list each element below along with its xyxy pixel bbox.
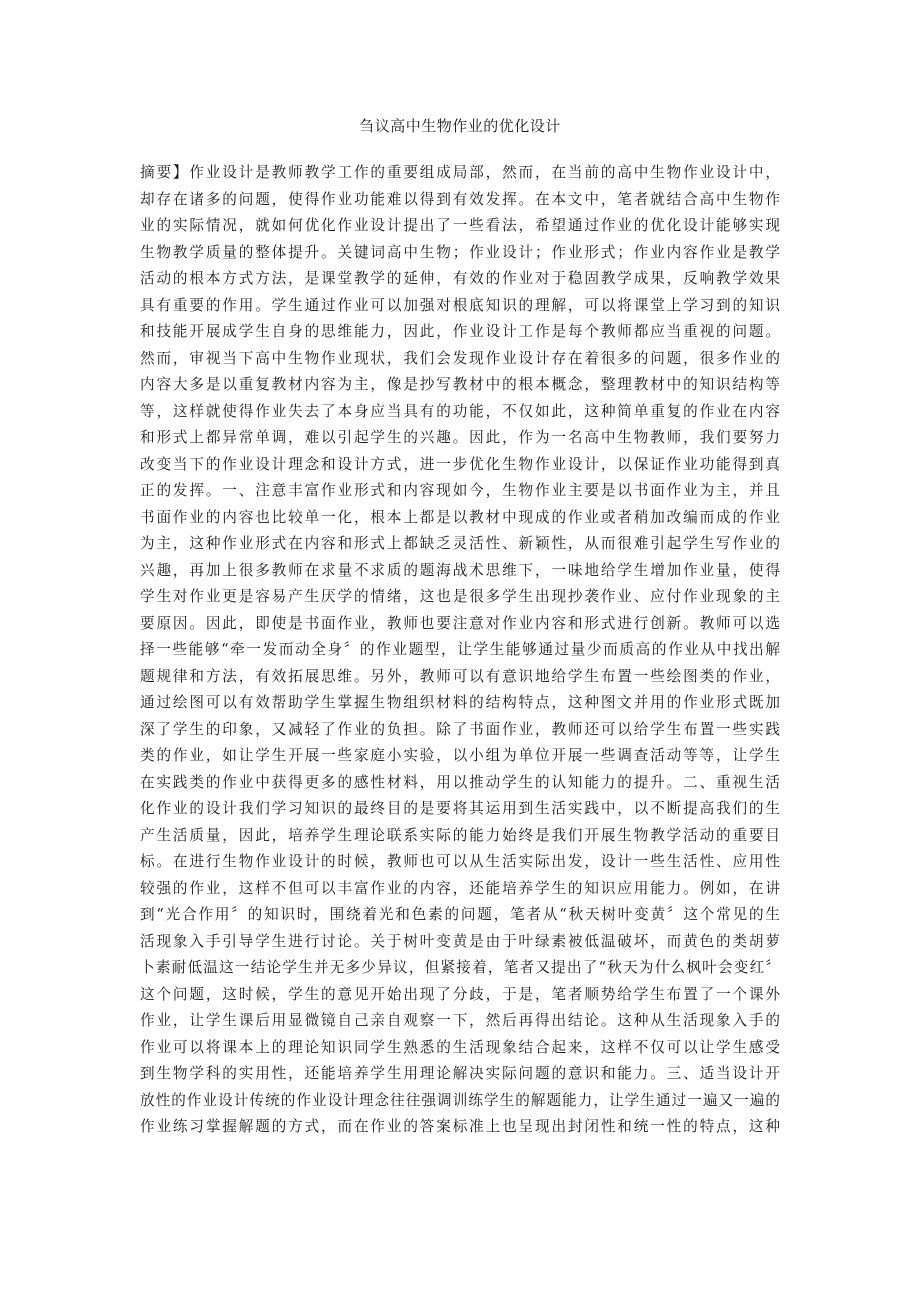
body-text-line: 活现象入手引导学生进行讨论。关于树叶变黄是由于叶绿素被低温破坏，而黄色的类胡萝 bbox=[140, 932, 780, 950]
body-text-line: 产生活质量，因此，培养学生理论联系实际的能力始终是我们开展生物教学活动的重要目 bbox=[140, 826, 780, 844]
body-text-line: 题规律和方法，有效拓展思维。另外，教师可以有意识地给学生布置一些绘图类的作业， bbox=[140, 667, 780, 685]
body-text-line: 活动的根本方式方法，是课堂教学的延伸，有效的作业对于稳固教学成果，反响教学效果 bbox=[140, 270, 780, 287]
document-body bbox=[140, 160, 780, 1141]
body-text-line: 作业，让学生课后用显微镜自己亲自观察一下，然后再得出结论。这种从生活现象入手的 bbox=[140, 1012, 780, 1029]
body-text-line: 然而，审视当下高中生物作业现状，我们会发现作业设计存在着很多的问题，很多作业的 bbox=[140, 349, 780, 367]
body-text-line: 生物教学质量的整体提升。关键词高中生物；作业设计；作业形式；作业内容作业是教学 bbox=[140, 243, 780, 261]
body-text-line: 学生对作业更是容易产生厌学的情绪，这也是很多学生出现抄袭作业、应付作业现象的主 bbox=[140, 588, 780, 605]
body-text-line: 摘要】作业设计是教师教学工作的重要组成局部，然而，在当前的高中生物作业设计中， bbox=[140, 164, 780, 181]
body-text-line: 到生物学科的实用性，还能培养学生用理论解决实际问题的意识和能力。三、适当设计开 bbox=[140, 1065, 780, 1082]
body-text-line: 到“光合作用〞的知识时，围绕着光和色素的问题，笔者从“秋天树叶变黄〞这个常见的生 bbox=[140, 906, 780, 923]
body-text-line: 较强的作业，这样不但可以丰富作业的内容，还能培养学生的知识应用能力。例如，在讲 bbox=[140, 879, 780, 897]
body-text-line: 却存在诸多的问题，使得作业功能难以得到有效发挥。在本文中，笔者就结合高中生物作 bbox=[140, 190, 780, 208]
body-text-line: 标。在进行生物作业设计的时候，教师也可以从生活实际出发，设计一些生活性、应用性 bbox=[140, 853, 780, 870]
body-text-line: 内容大多是以重复教材内容为主，像是抄写教材中的根本概念，整理教材中的知识结构等 bbox=[140, 376, 780, 393]
body-text-line: 书面作业的内容也比较单一化，根本上都是以教材中现成的作业或者稍加改编而成的作业 bbox=[140, 508, 780, 526]
body-text-line: 卜素耐低温这一结论学生并无多少异议，但紧接着，笔者又提出了“秋天为什么枫叶会变红〞 bbox=[140, 959, 780, 976]
body-text-line: 深了学生的印象，又减轻了作业的负担。除了书面作业，教师还可以给学生布置一些实践 bbox=[140, 720, 780, 738]
body-text-line: 要原因。因此，即使是书面作业，教师也要注意对作业内容和形式进行创新。教师可以选 bbox=[140, 614, 780, 632]
body-text-line: 这个问题，这时候，学生的意见开始出现了分歧，于是，笔者顺势给学生布置了一个课外 bbox=[140, 985, 780, 1003]
body-text-line: 正的发挥。一、注意丰富作业形式和内容现如今，生物作业主要是以书面作业为主，并且 bbox=[140, 482, 780, 499]
body-text-line: 为主，这种作业形式在内容和形式上都缺乏灵活性、新颖性，从而很难引起学生写作业的 bbox=[140, 535, 780, 552]
body-text-line: 放性的作业设计传统的作业设计理念往往强调训练学生的解题能力，让学生通过一遍又一遍的 bbox=[140, 1091, 780, 1109]
body-text-line: 作业练习掌握解题的方式，而在作业的答案标准上也呈现出封闭性和统一性的特点，这种 bbox=[140, 1118, 780, 1135]
body-text-line: 业的实际情况，就如何优化作业设计提出了一些看法，希望通过作业的优化设计能够实现 bbox=[140, 217, 780, 234]
body-text-line: 化作业的设计我们学习知识的最终目的是要将其运用到生活实践中，以不断提高我们的生 bbox=[140, 800, 780, 817]
body-text-line: 作业可以将课本上的理论知识同学生熟悉的生活现象结合起来，这样不仅可以让学生感受 bbox=[140, 1038, 780, 1056]
document-title: 刍议高中生物作业的优化设计 bbox=[359, 117, 561, 135]
body-text-line: 择一些能够“牵一发而动全身〞的作业题型，让学生能够通过量少而质高的作业从中找出解 bbox=[140, 641, 780, 658]
body-text-line: 具有重要的作用。学生通过作业可以加强对根底知识的理解，可以将课堂上学习到的知识 bbox=[140, 296, 780, 314]
body-text-line: 在实践类的作业中获得更多的感性材料，用以推动学生的认知能力的提升。二、重视生活 bbox=[140, 773, 780, 791]
body-text-line: 类的作业，如让学生开展一些家庭小实验，以小组为单位开展一些调查活动等等，让学生 bbox=[140, 747, 780, 764]
body-text-line: 等，这样就使得作业失去了本身应当具有的功能，不仅如此，这种简单重复的作业在内容 bbox=[140, 402, 780, 420]
body-text-line: 兴趣，再加上很多教师在求量不求质的题海战术思维下，一味地给学生增加作业量，使得 bbox=[140, 561, 780, 579]
body-text-line: 和形式上都异常单调，难以引起学生的兴趣。因此，作为一名高中生物教师，我们要努力 bbox=[140, 429, 780, 446]
body-text-line: 通过绘图可以有效帮助学生掌握生物组织材料的结构特点，这种图文并用的作业形式既加 bbox=[140, 694, 780, 711]
body-text-line: 改变当下的作业设计理念和设计方式，进一步优化生物作业设计，以保证作业功能得到真 bbox=[140, 455, 780, 473]
body-text-line: 和技能开展成学生自身的思维能力，因此，作业设计工作是每个教师都应当重视的问题。 bbox=[140, 323, 780, 340]
